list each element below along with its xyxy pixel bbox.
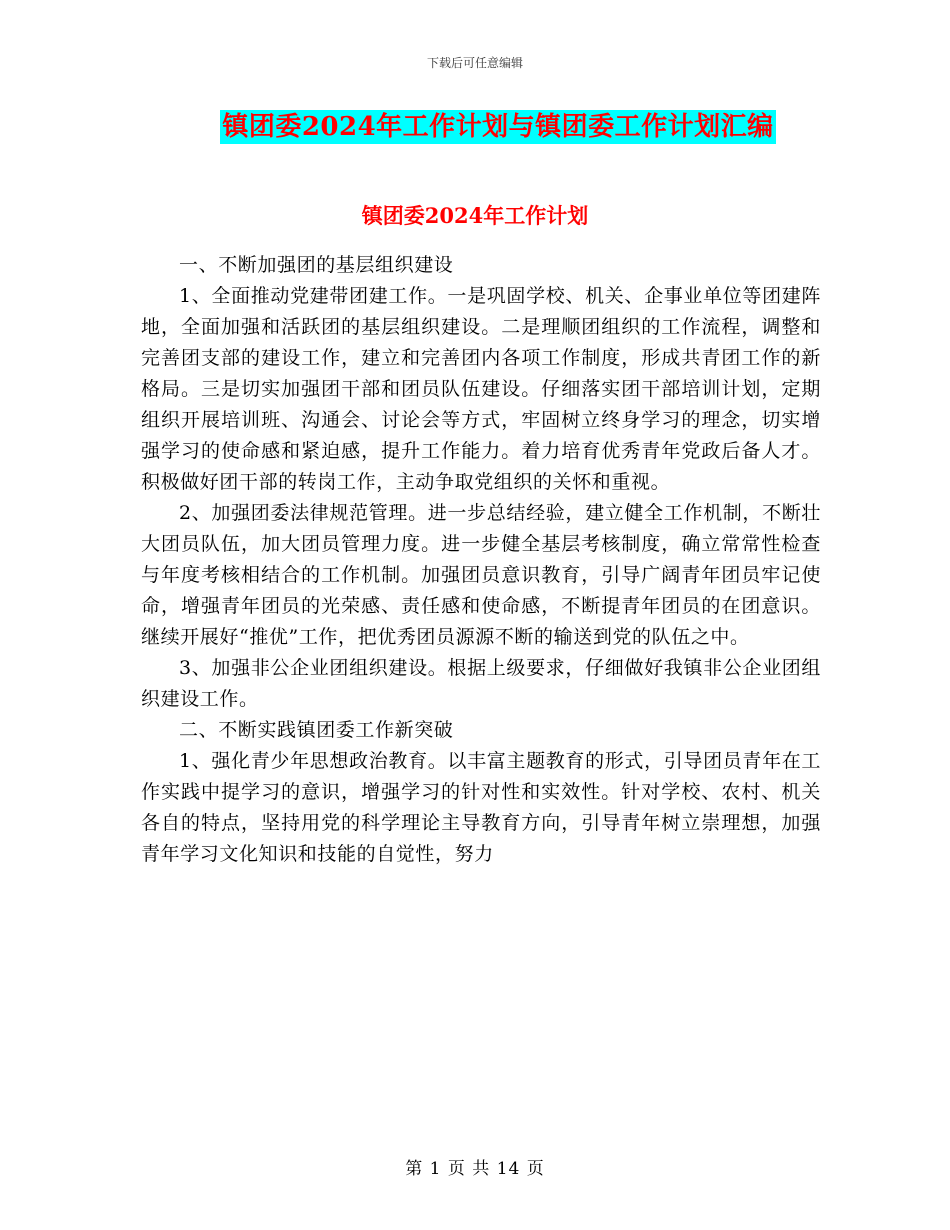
heading-section-2: 二、不断实践镇团委工作新突破 [179, 719, 454, 741]
document-title-container [0, 110, 950, 144]
heading-section-1: 一、不断加强团的基层组织建设 [179, 254, 454, 276]
section-title: 镇团委2024年工作计划 [361, 203, 589, 228]
paragraph: 1、强化青少年思想政治教育。以丰富主题教育的形式，引导团员青年在工作实践中提学习的意识，增强学习的针对性和实效性。针对学校、农村、机关各自的特点，坚持用党的科学理论主导教育方向，引导青年树立崇理想，加强青年学习文化知识和技能的自觉性，努力 [141, 750, 821, 865]
document-title: 镇团委2024年工作计划与镇团委工作计划汇编 [222, 112, 774, 142]
header-note: 下载后可任意编辑 [426, 56, 523, 70]
document-body [141, 250, 821, 870]
page-number: 第 1 页 共 14 页 [405, 1159, 545, 1179]
paragraph: 2、加强团委法律规范管理。进一步总结经验，建立健全工作机制，不断壮大团员队伍，加大团员管理力度。进一步健全基层考核制度，确立常常性检查与年度考核相结合的工作机制。加强团员意识教育，引导广阔青年团员牢记使命，增强青年团员的光荣感、责任感和使命感，不断提青年团员的在团意识。继续开展好“推优”工作，把优秀团员源源不断的输送到党的队伍之中。 [141, 502, 821, 648]
paragraph: 3、加强非公企业团组织建设。根据上级要求，仔细做好我镇非公企业团组织建设工作。 [141, 657, 821, 710]
paragraph: 1、全面推动党建带团建工作。一是巩固学校、机关、企事业单位等团建阵地，全面加强和活跃团的基层组织建设。二是理顺团组织的工作流程，调整和完善团支部的建设工作，建立和完善团内各项工作制度，形成共青团工作的新格局。三是切实加强团干部和团员队伍建设。仔细落实团干部培训计划，定期组织开展培训班、沟通会、讨论会等方式，牢固树立终身学习的理念，切实增强学习的使命感和紧迫感，提升工作能力。着力培育优秀青年党政后备人才。积极做好团干部的转岗工作，主动争取党组织的关怀和重视。 [141, 285, 821, 493]
